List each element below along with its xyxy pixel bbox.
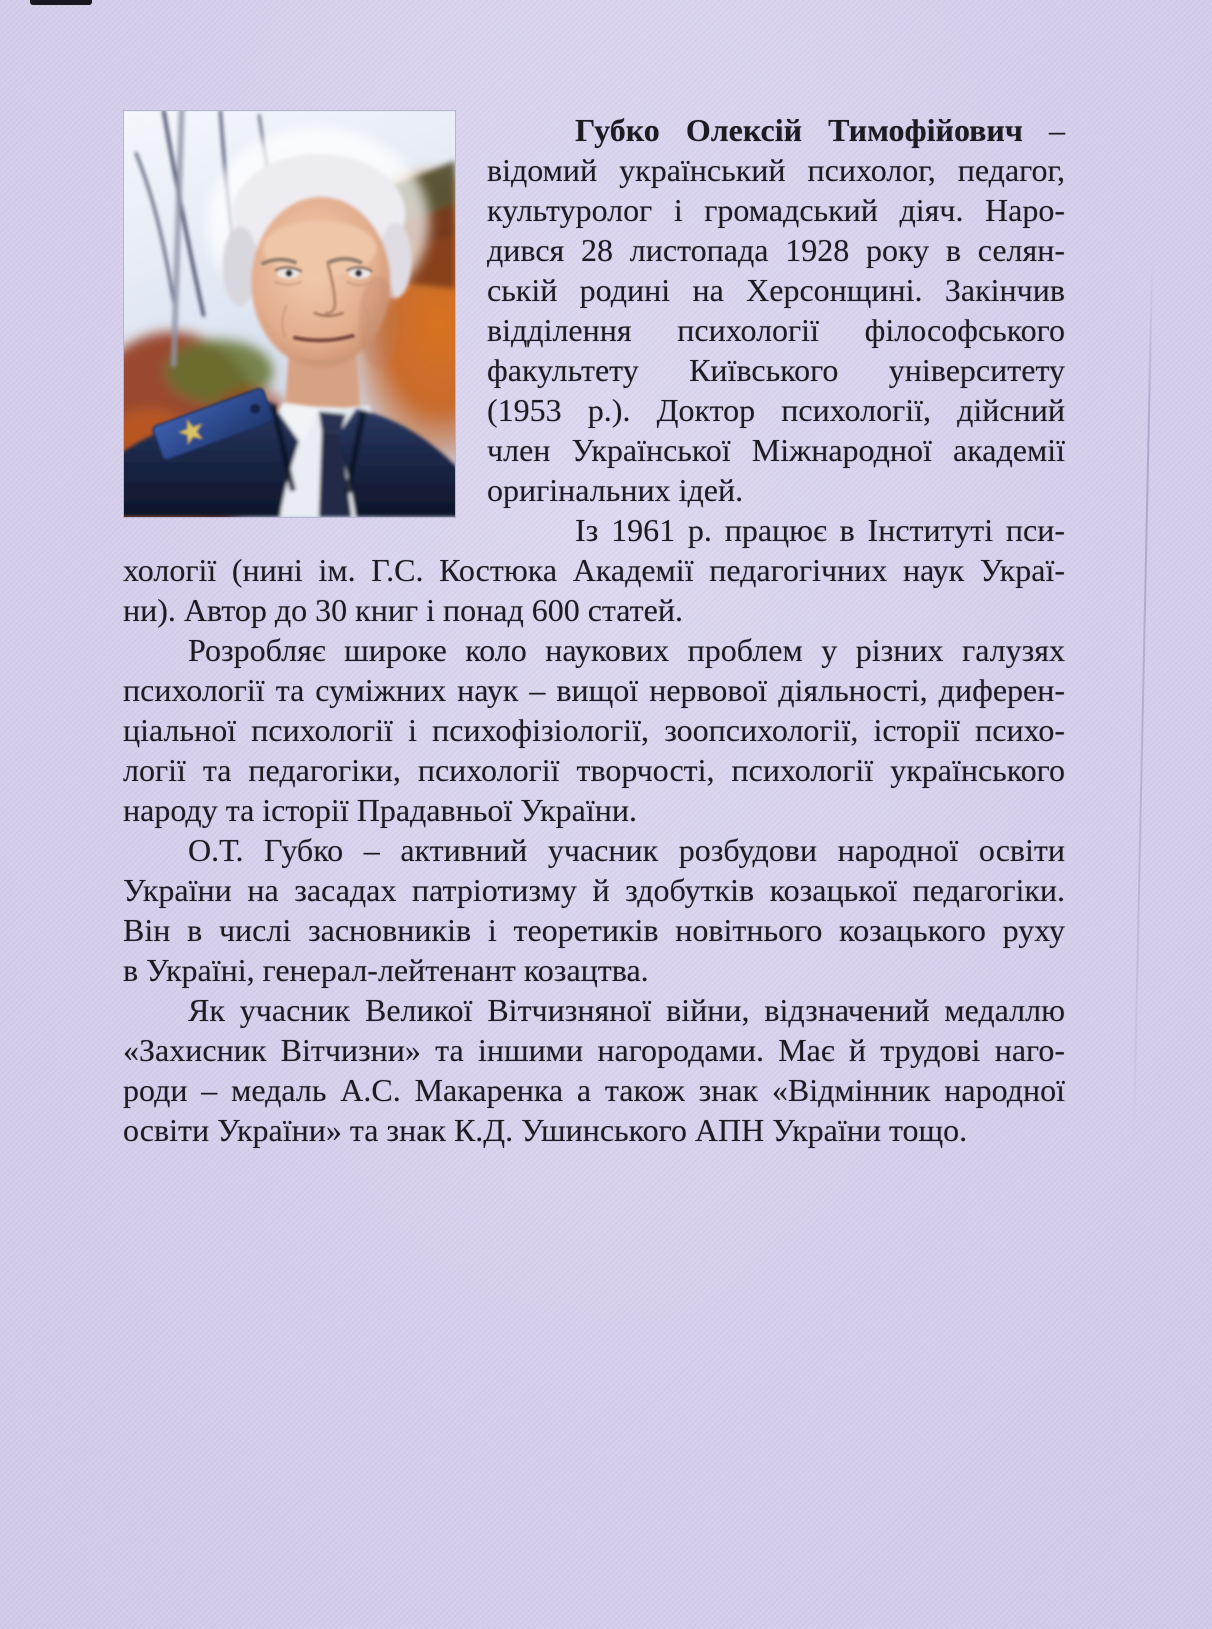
bio-line: хології (нині ім. Г.С. Костюка Академії педагогічних наук Украї- (123, 552, 1065, 588)
bio-paragraph-2 (123, 510, 1065, 630)
bio-line: член Української Міжнародної академії (487, 432, 1065, 468)
bio-line: факультету Київського університету (487, 352, 1065, 388)
scan-artifact (30, 0, 92, 5)
portrait-photo (123, 110, 456, 518)
bio-line: «Захисник Вітчизни» та іншими нагородами. Має й трудові наго- (123, 1032, 1065, 1068)
bio-line: ській родині на Херсонщині. Закінчив (487, 272, 1065, 308)
bio-paragraph-3 (123, 630, 1065, 830)
bio-line: оригінальних ідей. (487, 472, 744, 508)
bio-line: Розробляє широке коло наукових проблем у різних галузях (188, 632, 1065, 668)
dash: – (1049, 112, 1066, 148)
bio-line: освіти України» та знак К.Д. Ушинського АПН України тощо. (123, 1112, 968, 1148)
bio-line: народу та історії Прадавньої України. (123, 792, 637, 828)
scan-crease (1133, 260, 1153, 1140)
biography-text-block (123, 110, 1065, 1150)
bio-line: ни). Автор до 30 книг і понад 600 статей. (123, 592, 683, 628)
bio-line: відділення психології філософського (487, 312, 1065, 348)
bio-line: психології та суміжних наук – вищої нервової діяльності, диферен- (123, 672, 1065, 708)
portrait-illustration (124, 111, 455, 517)
bio-line: України на засадах патріотизму й здобутків козацької педагогіки. (123, 872, 1065, 908)
bio-paragraph-5 (123, 990, 1065, 1150)
bio-line: культуролог і громадський діяч. Наро- (487, 192, 1065, 228)
bio-line: Із 1961 р. працює в Інституті пси- (575, 512, 1065, 548)
bio-line: дився 28 листопада 1928 року в селян- (487, 232, 1065, 268)
bio-line: (1953 р.). Доктор психології, дійсний (487, 392, 1065, 428)
bio-line: Як учасник Великої Вітчизняної війни, відзначений медаллю (188, 992, 1065, 1028)
bio-line: відомий український психолог, педагог, (487, 152, 1065, 188)
bio-line: О.Т. Губко – активний учасник розбудови народної освіти (188, 832, 1065, 868)
bio-line: ціальної психології і психофізіології, зоопсихології, історії психо- (123, 712, 1065, 748)
bio-line: логії та педагогіки, психології творчості, психології українського (123, 752, 1065, 788)
person-name: Губко Олексій Тимофійович (575, 112, 1023, 148)
bio-line: роди – медаль А.С. Макаренка а також знак «Відмінник народної (123, 1072, 1065, 1108)
bio-line: в Україні, генерал-лейтенант козацтва. (123, 952, 649, 988)
bio-paragraph-4 (123, 830, 1065, 990)
bio-line: Він в числі засновників і теоретиків новітнього козацького руху (123, 912, 1065, 948)
